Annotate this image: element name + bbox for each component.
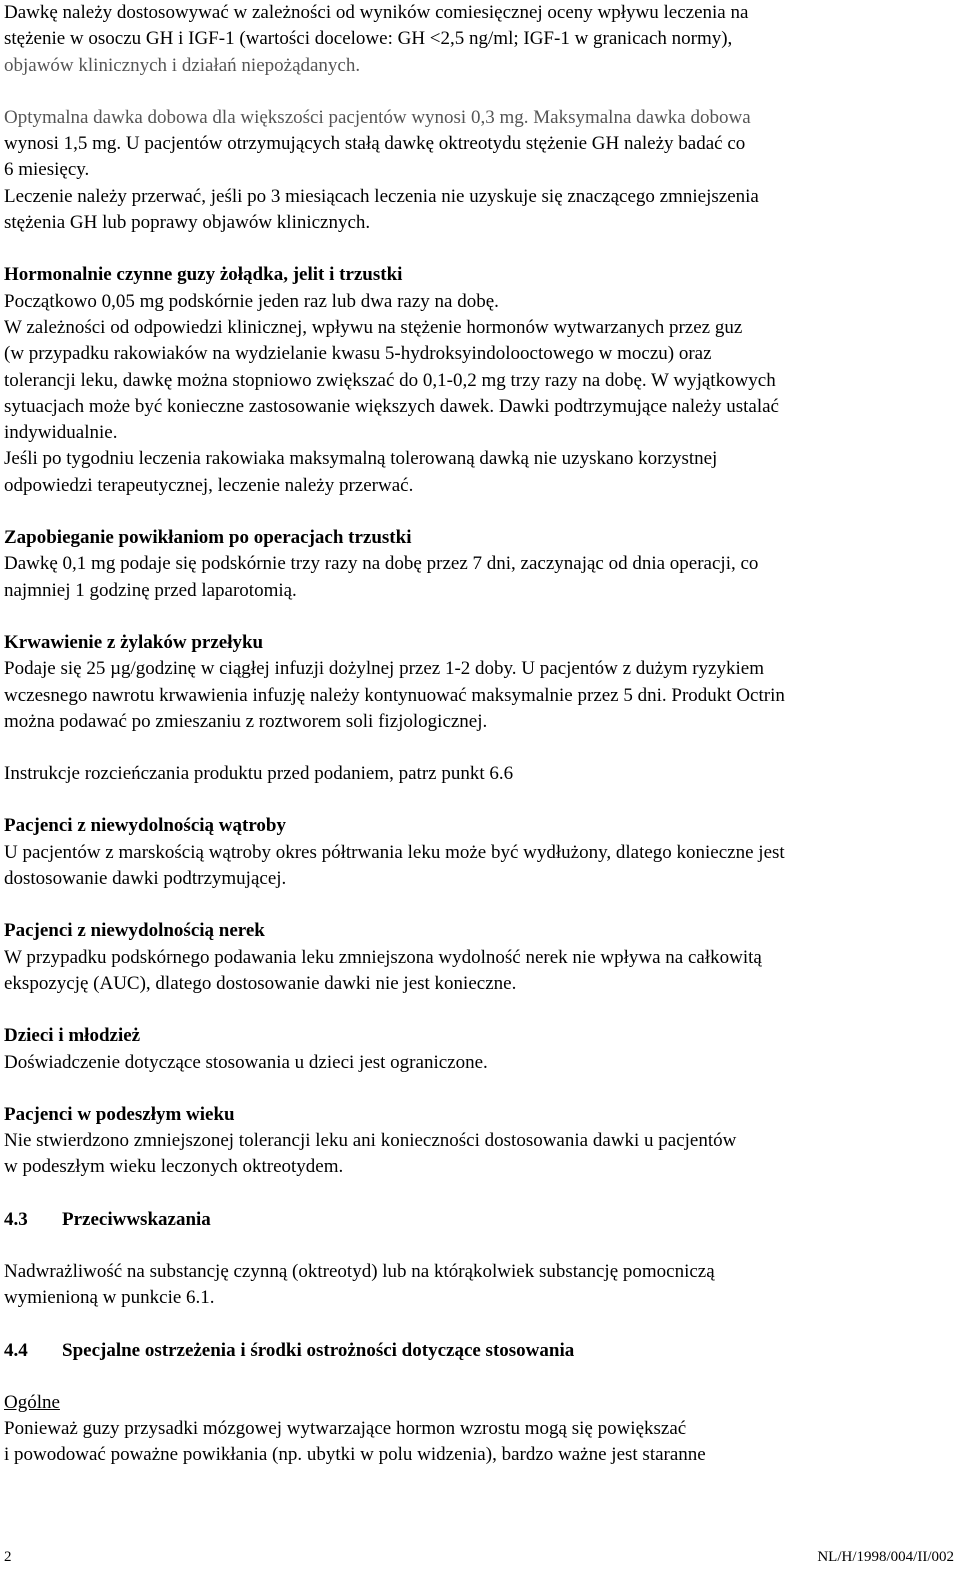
text-line: stężenie w osoczu GH i IGF-1 (wartości docelowe: GH <2,5 ng/ml; IGF-1 w granicach normy), [4, 28, 733, 50]
section-elderly [4, 1102, 954, 1181]
text-line: indywidualnie. [4, 422, 118, 444]
section-title-text: Specjalne ostrzeżenia i środki ostrożności dotyczące stosowania [62, 1339, 575, 1361]
section-heading: Pacjenci w podeszłym wieku [4, 1103, 235, 1125]
text-line: Optymalna dawka dobowa dla większości pacjentów wynosi 0,3 mg. Maksymalna dawka dobowa [4, 106, 751, 128]
text-line: Doświadczenie dotyczące stosowania u dzieci jest ograniczone. [4, 1051, 488, 1073]
text-line: dostosowanie dawki podtrzymującej. [4, 868, 287, 890]
text-line: stężenia GH lub poprawy objawów klinicznych. [4, 212, 371, 234]
text-line: Ponieważ guzy przysadki mózgowej wytwarzające hormon wzrostu mogą się powiększać [4, 1418, 687, 1440]
text-line: i powodować poważne powikłania (np. ubytki w polu widzenia), bardzo ważne jest staranne [4, 1444, 706, 1466]
text-line: Jeśli po tygodniu leczenia rakowiaka maksymalną tolerowaną dawką nie uzyskano korzystnej [4, 448, 718, 470]
text-line: ekspozycję (AUC), dlatego dostosowanie dawki nie jest konieczne. [4, 972, 517, 994]
text-line: sytuacjach może być konieczne zastosowanie większych dawek. Dawki podtrzymujące należy ustalać [4, 395, 779, 417]
section-4-3 [4, 1207, 954, 1312]
text-line: 6 miesięcy. [4, 159, 90, 181]
section-heading: Dzieci i młodzież [4, 1025, 141, 1047]
subheading-general: Ogólne [4, 1391, 60, 1413]
text-line: Nadwrażliwość na substancję czynną (oktreotyd) lub na którąkolwiek substancję pomocniczą [4, 1260, 715, 1282]
page-number: 2 [4, 1549, 12, 1565]
section-heading: Hormonalnie czynne guzy żołądka, jelit i trzustki [4, 264, 403, 286]
text-line: w podeszłym wieku leczonych oktreotydem. [4, 1156, 344, 1178]
section-tumors [4, 262, 954, 499]
section-heading: Zapobieganie powikłaniom po operacjach trzustki [4, 527, 412, 549]
section-title [4, 1338, 954, 1364]
text-line: najmniej 1 godzinę przed laparotomią. [4, 579, 297, 601]
text-line: Dawkę 0,1 mg podaje się podskórnie trzy razy na dobę przez 7 dni, zaczynając od dnia operacji, co [4, 553, 759, 575]
dosage-adjustment-paragraph [4, 0, 954, 79]
section-children [4, 1023, 954, 1076]
text-line: Nie stwierdzono zmniejszonej tolerancji leku ani konieczności dostosowania dawki u pacjentów [4, 1130, 737, 1152]
section-4-4 [4, 1338, 954, 1469]
text-line: W zależności od odpowiedzi klinicznej, wpływu na stężenie hormonów wytwarzanych przez guz [4, 316, 743, 338]
text-line: wynosi 1,5 mg. U pacjentów otrzymujących stałą dawkę oktreotydu stężenie GH należy badać co [4, 133, 746, 155]
text-line: wymienioną w punkcie 6.1. [4, 1287, 215, 1309]
section-number: 4.3 [4, 1208, 28, 1230]
text-line: Dawkę należy dostosowywać w zależności od wyników comiesięcznej oceny wpływu leczenia na [4, 2, 749, 23]
section-heading: Pacjenci z niewydolnością wątroby [4, 815, 286, 837]
text-line: W przypadku podskórnego podawania leku zmniejszona wydolność nerek nie wpływa na całkowitą [4, 946, 762, 968]
text-line: odpowiedzi terapeutycznej, leczenie należy przerwać. [4, 474, 414, 496]
section-liver [4, 813, 954, 892]
section-title [4, 1207, 954, 1233]
section-number: 4.4 [4, 1339, 28, 1361]
section-heading: Pacjenci z niewydolnością nerek [4, 920, 265, 942]
text-line: U pacjentów z marskością wątroby okres półtrwania leku może być wydłużony, dlatego konieczne jest [4, 841, 785, 863]
text-line: (w przypadku rakowiaków na wydzielanie kwasu 5-hydroksyindolooctowego w moczu) oraz [4, 343, 712, 365]
section-varices [4, 630, 954, 735]
text-line: można podawać po zmieszaniu z roztworem soli fizjologicznej. [4, 710, 488, 732]
text-line: objawów klinicznych i działań niepożądanych. [4, 54, 361, 76]
text-line: tolerancji leku, dawkę można stopniowo zwiększać do 0,1-0,2 mg trzy razy na dobę. W wyjątkowych [4, 369, 776, 391]
document-page [4, 0, 954, 1469]
dilution-note: Instrukcje rozcieńczania produktu przed podaniem, patrz punkt 6.6 [4, 763, 514, 785]
section-kidney [4, 918, 954, 997]
section-heading: Krwawienie z żylaków przełyku [4, 631, 264, 653]
document-reference: NL/H/1998/004/II/002 [817, 1549, 954, 1565]
text-line: wczesnego nawrotu krwawienia infuzję należy kontynuować maksymalnie przez 5 dni. Produkt Octrin [4, 684, 785, 706]
optimal-dose-paragraph [4, 105, 954, 236]
section-title-text: Przeciwwskazania [62, 1208, 211, 1230]
text-line: Początkowo 0,05 mg podskórnie jeden raz lub dwa razy na dobę. [4, 290, 499, 312]
section-pancreas [4, 525, 954, 604]
text-line: Leczenie należy przerwać, jeśli po 3 miesiącach leczenia nie uzyskuje się znaczącego zmniejszenia [4, 185, 759, 207]
text-line: Podaje się 25 µg/godzinę w ciągłej infuzji dożylnej przez 1-2 doby. U pacjentów z dużym ryzykiem [4, 658, 764, 680]
